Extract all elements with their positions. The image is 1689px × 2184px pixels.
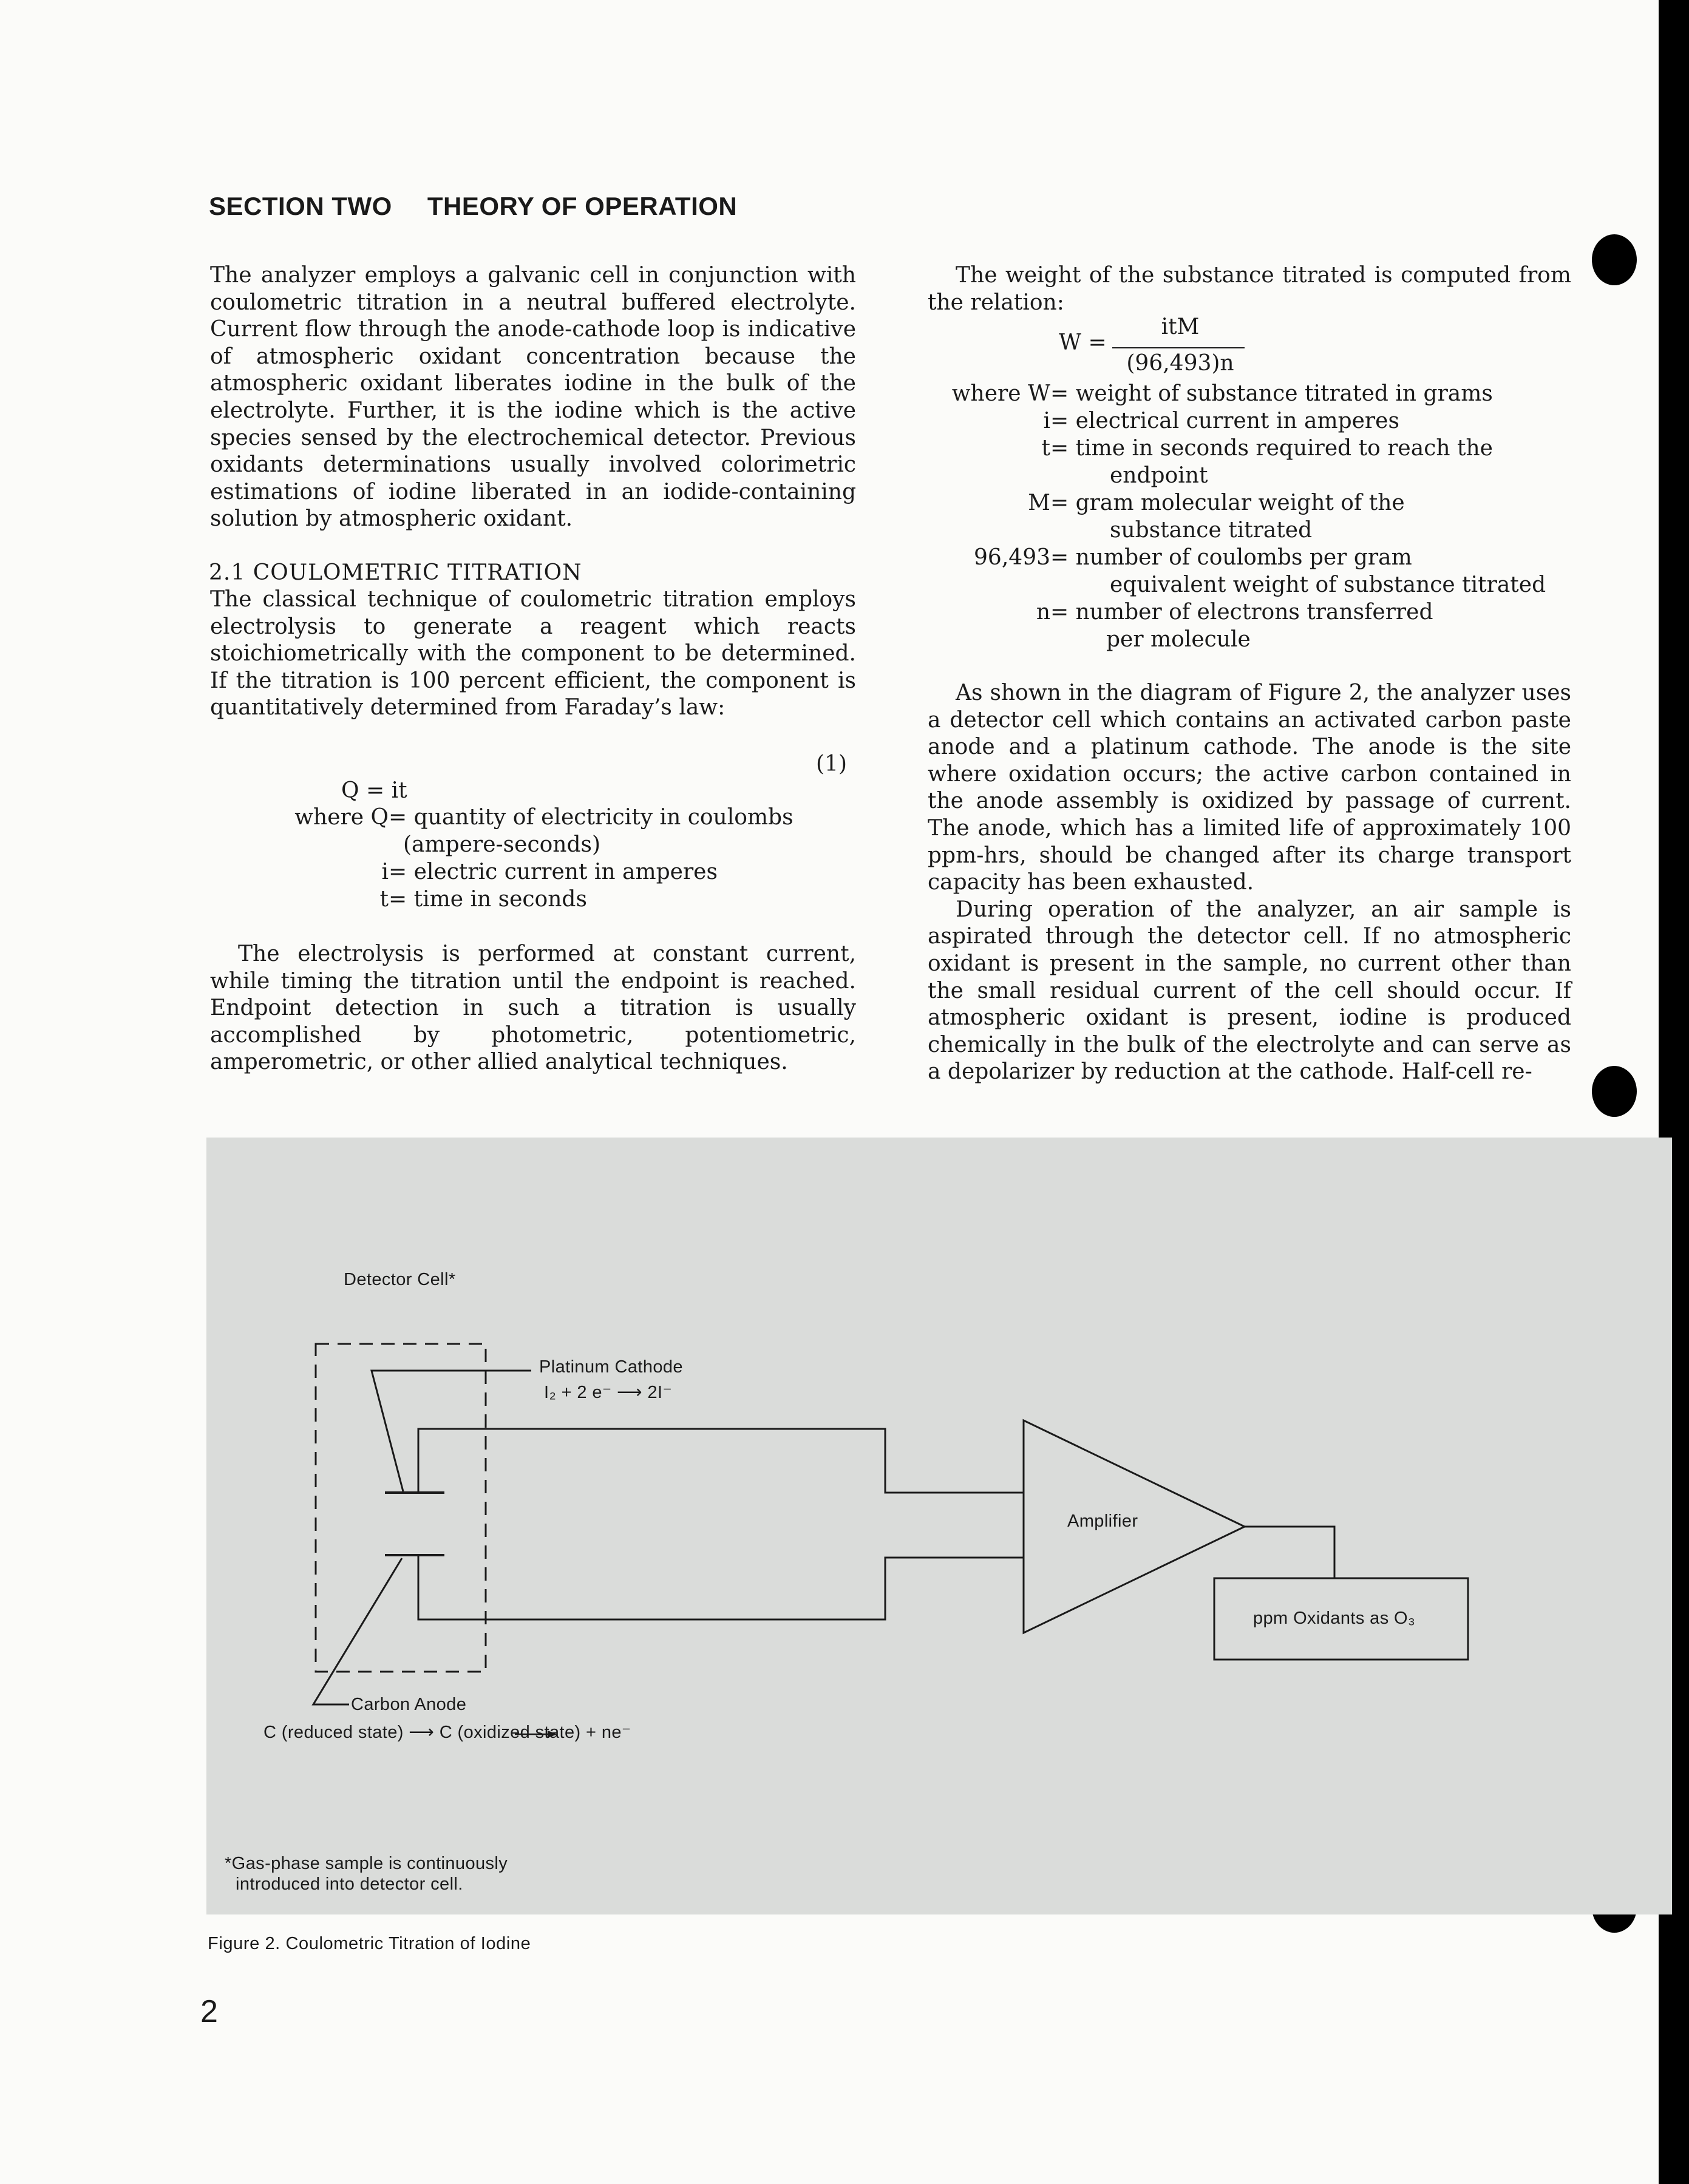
where-description: time in seconds <box>413 887 587 912</box>
subsection-heading: 2.1 COULOMETRIC TITRATION <box>209 560 582 585</box>
anode-leader-line <box>313 1558 402 1704</box>
where-description: per molecule <box>1106 627 1251 652</box>
eq-rhs: it <box>391 778 407 803</box>
where-description: endpoint <box>1110 463 1208 488</box>
faraday-equation: Q = it <box>341 778 407 803</box>
eq-lhs: W <box>1059 330 1082 355</box>
output-wire <box>1245 1527 1334 1578</box>
where-symbol: t <box>1041 436 1050 461</box>
where-description: substance titrated <box>1110 518 1313 543</box>
footnote-line-1: *Gas-phase sample is continuously <box>225 1854 508 1873</box>
where-symbol: M <box>1028 490 1050 515</box>
intro-paragraph: The analyzer employs a galvanic cell in conjunction with coulometric titration in a neutral buffered electrolyte. Current flow through the anode-cathode loop is indicative of atmospheric oxidant concentration because the atmospheric oxidant liberates iodine in the bulk of the electrolyte. Further, it is the iodine which is the active species sensed by the electrochemical detector. Previous oxidants determinations usually involved colorimetric estimations of iodine liberated in an iodide-containing solution by atmospheric oxidant. <box>210 263 856 532</box>
fraction-bar <box>1112 347 1245 348</box>
coulometric-text <box>210 586 856 722</box>
page-number: 2 <box>200 1994 218 2029</box>
output-label: ppm Oxidants as O₃ <box>1253 1609 1416 1628</box>
figure-diagram <box>206 1138 1672 1914</box>
analyzer-paragraph: As shown in the diagram of Figure 2, the analyzer uses a detector cell which contains an activated carbon paste anode and a platinum cathode. The anode is the site where oxidation occurs; the active carbon contained in the anode assembly is oxidized by passage of current. The anode, which has a limited life of approximately 100 ppm-hrs, should be changed after its charge transport capacity has been exhausted. <box>928 680 1571 895</box>
cathode-reaction: I₂ + 2 e⁻ ⟶ 2I⁻ <box>544 1383 673 1402</box>
cathode-leader-line <box>372 1371 531 1491</box>
section-heading <box>209 192 737 221</box>
where-symbol: where W <box>951 381 1050 406</box>
weight-paragraph: The weight of the substance titrated is computed from the relation: <box>928 263 1571 315</box>
where-description: equivalent weight of substance titrated <box>1110 572 1546 597</box>
equation-number: (1) <box>816 751 847 776</box>
eq-numerator: itM <box>1161 314 1200 339</box>
where-description: electric current in amperes <box>413 860 718 884</box>
where-description: weight of substance titrated in grams <box>1075 381 1493 406</box>
right-body <box>928 680 1571 1086</box>
where-symbol: t <box>379 887 389 912</box>
operation-paragraph: During operation of the analyzer, an air sample is aspirated through the detector cell. If no atmospheric oxidant is present in the sample, no current other than the small residual current of the cell should occur. If atmospheric oxidant is present, iodine is produced chemically in the bulk of the electrolyte and can serve as a depolarizer by reduction at the cathode. Half-cell re- <box>928 897 1571 1085</box>
footnote-line-2: introduced into detector cell. <box>236 1874 463 1894</box>
document-page: SECTION TWO THEORY OF OPERATION The analyzer employs a galvanic cell in conjunction with coulometric titration in a neutral buffered electrolyte. Current flow through the anode-cathode loop is indicative of atmospheric oxidant concentration because the atmospheric oxidant liberates iodine in the bulk of the electrolyte. Further, it is the iodine which is the active species sensed by the electrochemical detector. Previous oxidants determinations usually involved colorimetric estimations of iodine liberated in an iodide-containing solution by atmospheric oxidant. 2.1 COULOMETRIC TITRATION The classical technique of coulometric titration employs electrolysis to generate a reagent which reacts stoichiometrically with the component to be determined. If the titration is 100 percent efficient, the component is quantitatively determined from Faraday’s law: (1) Q = it where Q = quantity of electricity in coulombs (ampere-seconds) i = electric current in amperes t = time in seconds The electrolysis is performed at constant current, while timing the titration until the endpoint is reached. Endpoint detection in such a titration is usually accomplished by photometric, potentiometric, amperometric, or other allied analytical techniques. The weight of the substance titrated is computed from the relation: W = itM (96,493)n where W = weight of substance titrated in grams i = electrical current in amperes t = time in seconds required to reach the endpoint M = gram molecular weight of the substance titrated 96,493 = number of coulombs per gram equivalent weight of substance titrated n = number of electrons transferred per molecule As shown in the diagram of Figure 2, the analyzer uses a detector cell which contains an activated carbon paste anode and a platinum cathode. The anode is the site where oxidation occurs; the active carbon contained in the anode assembly is oxidized by passage of current. The anode, which has a limited life of approximately 100 ppm-hrs, should be changed after its charge transport capacity has been exhausted. During operation of the analyzer, an air sample is aspirated through the detector cell. If no atmospheric oxidant is present in the sample, no current other than the small residual current of the cell should occur. If atmospheric oxidant is present, iodine is produced chemically in the bulk of the electrolyte and can serve as a depolarizer by reduction at the cathode. Half-cell re- Detector Cell* Platinum Cathode I₂ + 2 e⁻ ⟶ 2I⁻ Amplifier ppm Oxidants as O₃ Carbon Anode C (reduced state) ⟶ C (oxidized state) + ne⁻ *Gas-phase sample is continuously introduced into detector cell. Figure 2. Coulometric Titration of Iodine 2 <box>0 0 1659 2184</box>
weight-equation-lhs: W = <box>1059 330 1107 355</box>
circuit-diagram <box>206 1138 1672 1914</box>
where-description: gram molecular weight of the <box>1075 490 1405 515</box>
electrolysis-paragraph: The electrolysis is performed at constant current, while timing the titration until the endpoint is reached. Endpoint detection in such a titration is usually accomplished by photometric, potentiometric, amperometric, or other allied analytical techniques. <box>210 941 856 1075</box>
where-symbol: 96,493 <box>974 545 1050 570</box>
electrolysis-text <box>210 941 856 1076</box>
where-description: (ampere-seconds) <box>403 832 601 857</box>
where-symbol: where Q <box>294 805 389 830</box>
where-symbol: i <box>1043 409 1050 433</box>
where-description: time in seconds required to reach the <box>1075 436 1493 461</box>
where-description: electrical current in amperes <box>1075 409 1399 433</box>
anode-label: Carbon Anode <box>351 1695 467 1714</box>
where-description: number of electrons transferred <box>1075 600 1433 625</box>
binder-hole <box>1592 234 1637 285</box>
cathode-wire <box>418 1429 1024 1493</box>
amplifier-label: Amplifier <box>1067 1511 1138 1531</box>
where-description: number of coulombs per gram <box>1075 545 1412 570</box>
detector-cell-boundary <box>316 1344 486 1672</box>
binder-hole <box>1592 1066 1637 1117</box>
where-description: quantity of electricity in coulombs <box>413 805 794 830</box>
detector-cell-label: Detector Cell* <box>344 1270 456 1289</box>
where-symbol: i <box>381 860 389 884</box>
eq-denominator: (96,493)n <box>1126 351 1234 376</box>
anode-wire <box>418 1555 1024 1619</box>
where-symbol: n <box>1036 600 1050 625</box>
coulometric-paragraph: The classical technique of coulometric titration employs electrolysis to generate a reagent which reacts stoichiometrically with the component to be determined. If the titration is 100 percent efficient, the component is quantitatively determined from Faraday’s law: <box>210 587 856 721</box>
right-intro <box>928 262 1571 316</box>
anode-reaction: C (reduced state) ⟶ C (oxidized state) + ne⁻ <box>263 1723 631 1742</box>
eq-lhs: Q <box>341 778 359 803</box>
cathode-label: Platinum Cathode <box>539 1357 683 1377</box>
section-title: THEORY OF OPERATION <box>427 192 738 220</box>
figure-caption: Figure 2. Coulometric Titration of Iodine <box>208 1934 531 1953</box>
left-intro <box>210 262 856 533</box>
section-number: SECTION TWO <box>209 192 392 220</box>
